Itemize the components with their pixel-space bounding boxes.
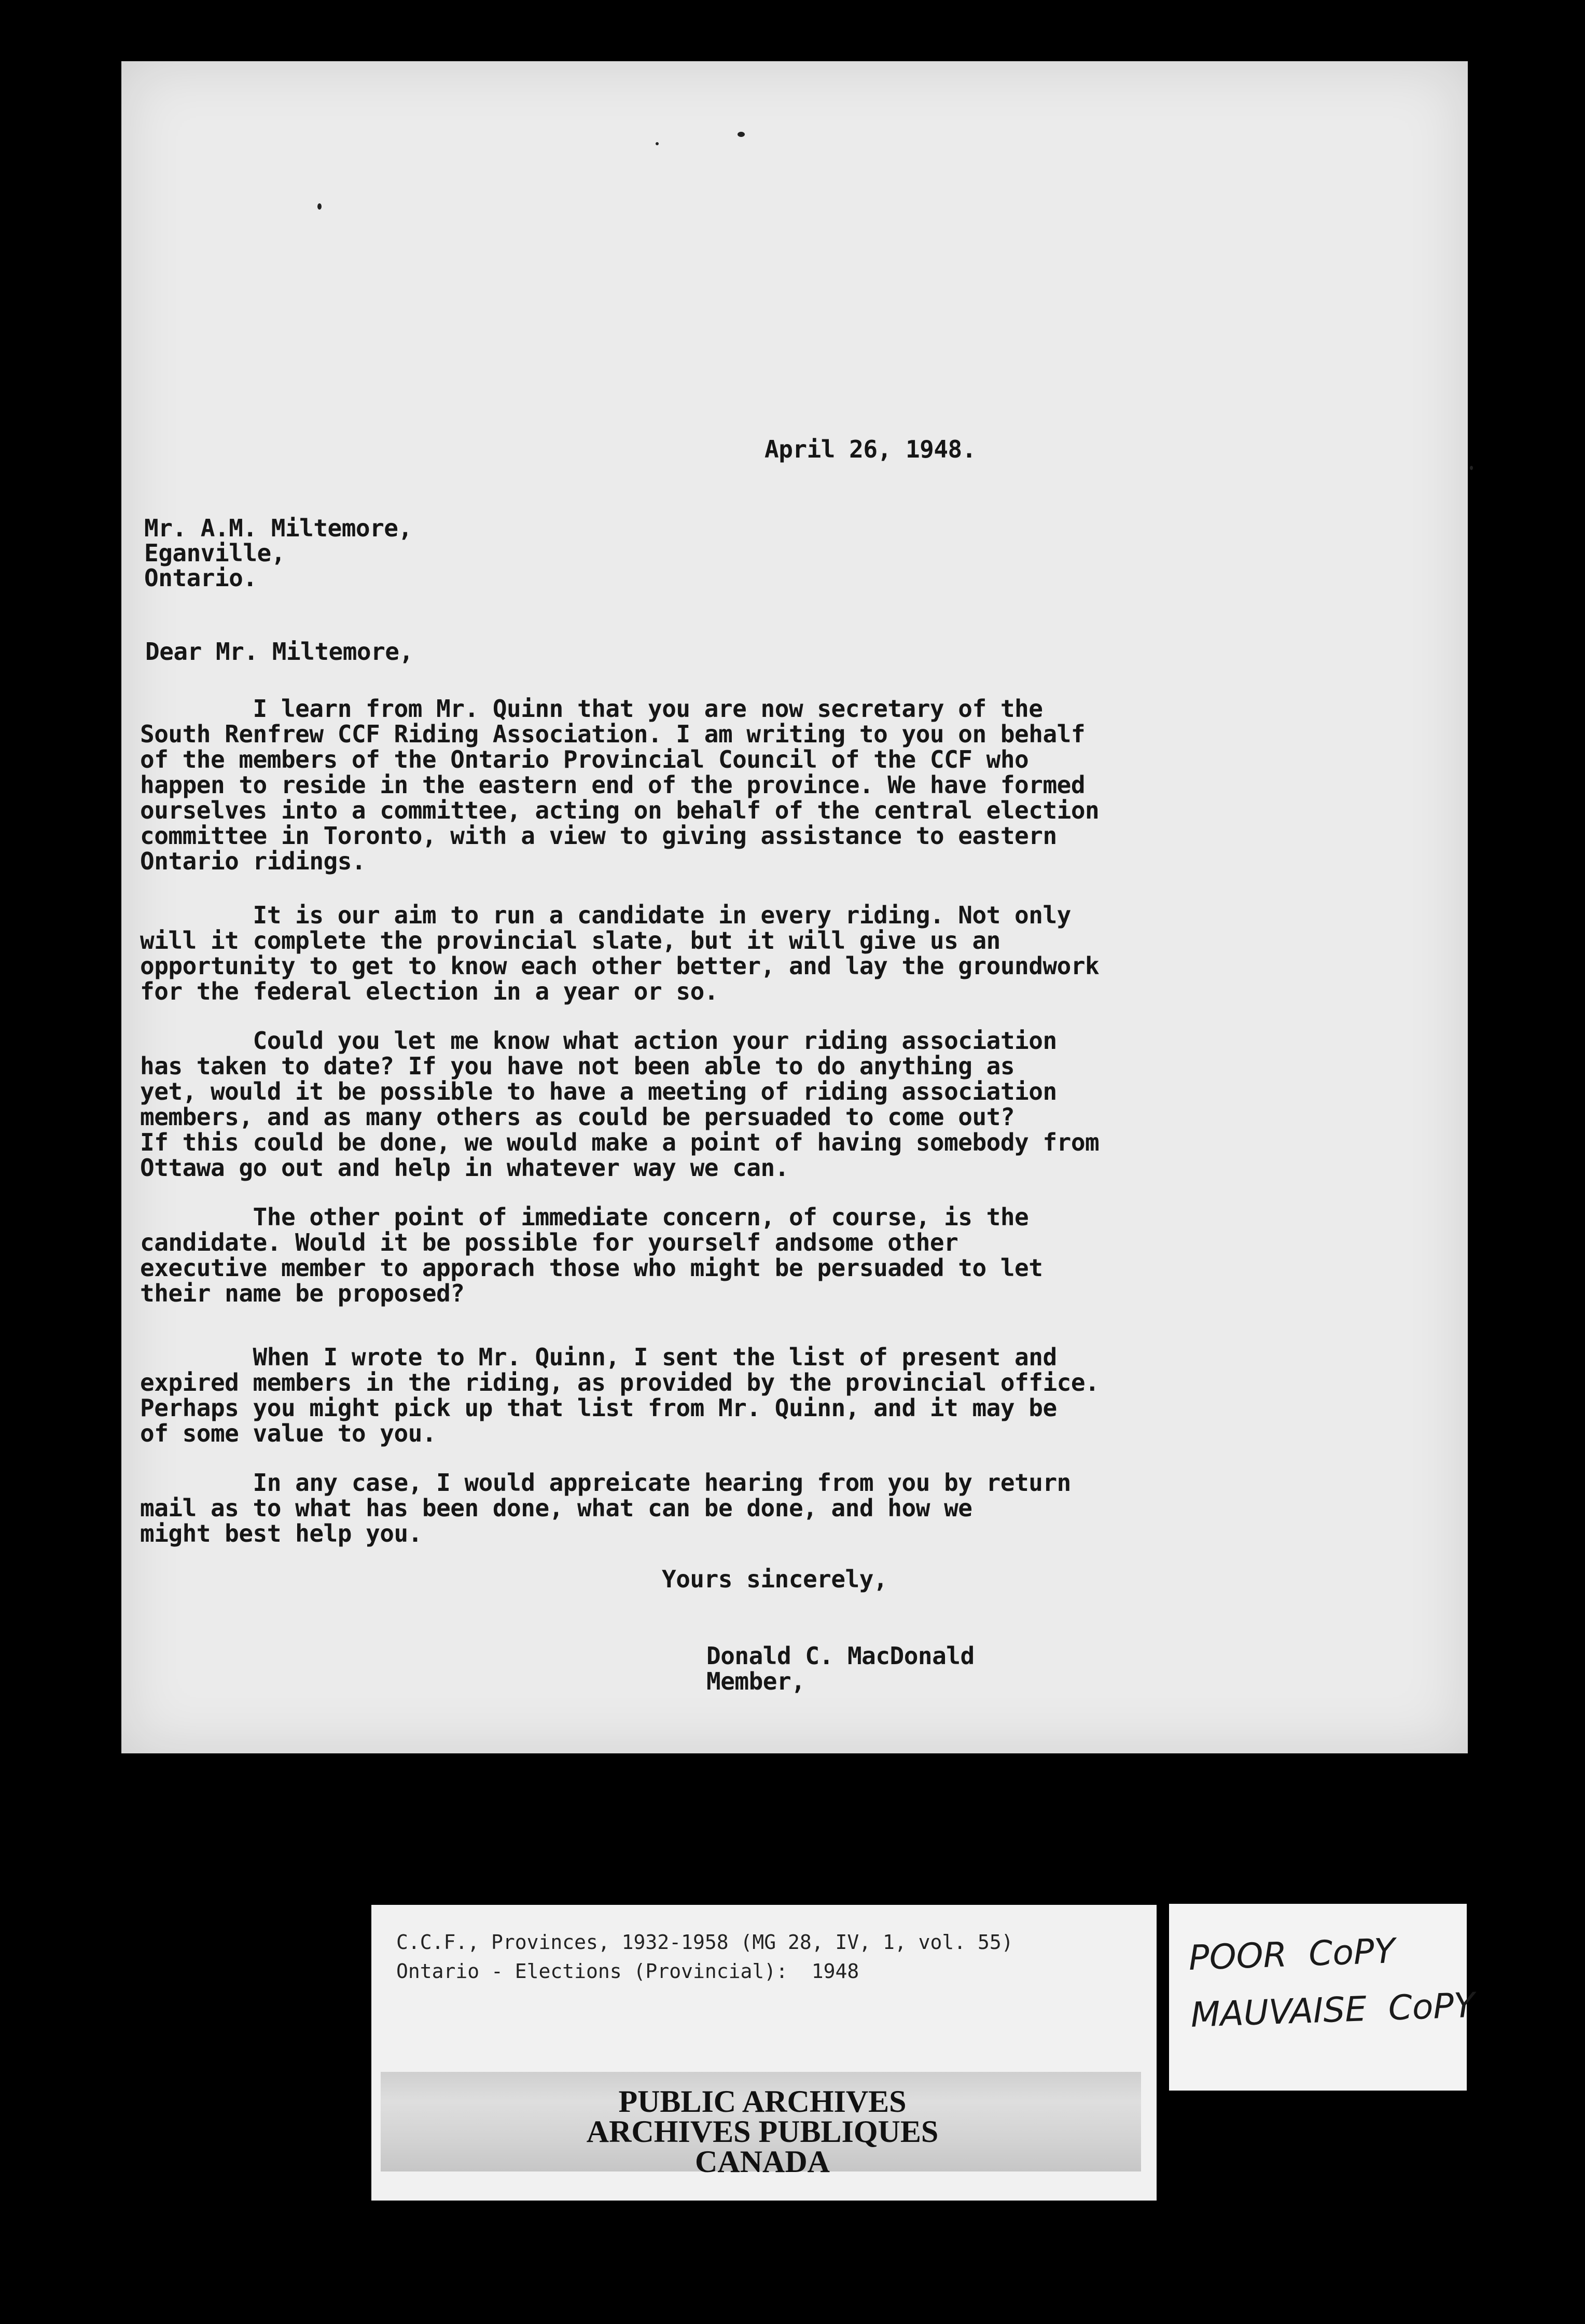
text-line: candidate. Would it be possible for yourself andsome other: [140, 1228, 958, 1256]
text-line: Ontario ridings.: [140, 847, 366, 875]
signatory-name: Donald C. MacDonald: [706, 1642, 975, 1670]
body-paragraph: [140, 1205, 1042, 1306]
speck: [1470, 466, 1473, 470]
text-line: expired members in the riding, as provided by the provincial office.: [140, 1368, 1100, 1396]
text-line: If this could be done, we would make a point of having somebody from: [140, 1128, 1100, 1156]
text-line: The other point of immediate concern, of course, is the: [140, 1203, 1029, 1231]
text-line: When I wrote to Mr. Quinn, I sent the list of present and: [140, 1343, 1057, 1371]
text-line: happen to reside in the eastern end of the province. We have formed: [140, 771, 1086, 799]
signature-block: [706, 1643, 975, 1694]
speck: [317, 203, 322, 210]
letter-date: April 26, 1948.: [764, 435, 976, 463]
speck: [738, 132, 745, 137]
text-line: executive member to apporach those who might be persuaded to let: [140, 1254, 1043, 1282]
body-paragraph: [140, 903, 1099, 1004]
reference-line: C.C.F., Provinces, 1932-1958 (MG 28, IV, 1, vol. 55): [396, 1931, 1013, 1954]
signatory-title: Member,: [706, 1667, 805, 1695]
text-line: members, and as many others as could be persuaded to come out?: [140, 1103, 1015, 1131]
reference-line: Ontario - Elections (Provincial): 1948: [396, 1960, 859, 1983]
note-line-english: POOR CoPY: [1188, 1931, 1396, 1978]
text-line: It is our aim to run a candidate in every riding. Not only: [140, 901, 1071, 929]
text-line: opportunity to get to know each other better, and lay the groundwork: [140, 952, 1100, 980]
text-line: I learn from Mr. Quinn that you are now secretary of the: [140, 695, 1043, 723]
text-line: committee in Toronto, with a view to giving assistance to eastern: [140, 822, 1057, 850]
text-line: their name be proposed?: [140, 1279, 465, 1307]
text-line: In any case, I would appreicate hearing from you by return: [140, 1469, 1071, 1497]
recipient-town: Eganville,: [144, 539, 285, 567]
text-line: ourselves into a committee, acting on behalf of the central election: [140, 796, 1100, 824]
salutation: Dear Mr. Miltemore,: [145, 638, 413, 666]
recipient-province: Ontario.: [144, 564, 257, 592]
recipient-name: Mr. A.M. Miltemore,: [144, 514, 412, 542]
handwritten-note: [1188, 1920, 1476, 2044]
body-paragraph: [140, 1470, 1071, 1546]
text-line: will it complete the provincial slate, but it will give us an: [140, 926, 1000, 955]
note-line-french: MAUVAISE CoPY: [1190, 1985, 1476, 2035]
speck: [656, 142, 659, 145]
text-line: Could you let me know what action your riding association: [140, 1027, 1057, 1055]
stamp-line: PUBLIC ARCHIVES: [618, 2084, 907, 2119]
text-line: mail as to what has been done, what can be done, and how we: [140, 1494, 972, 1522]
text-line: South Renfrew CCF Riding Association. I am writing to you on behalf: [140, 720, 1086, 748]
archive-reference-card: [371, 1905, 1157, 2201]
body-paragraph: [140, 1345, 1099, 1446]
text-line: yet, would it be possible to have a meeting of riding association: [140, 1077, 1057, 1105]
archives-stamp: [550, 2086, 975, 2177]
text-line: of some value to you.: [140, 1419, 437, 1447]
stamp-line: ARCHIVES PUBLIQUES: [586, 2114, 939, 2149]
text-line: of the members of the Ontario Provincial Council of the CCF who: [140, 745, 1029, 773]
text-line: Perhaps you might pick up that list from Mr. Quinn, and it may be: [140, 1394, 1057, 1422]
text-line: might best help you.: [140, 1519, 422, 1547]
text-line: Ottawa go out and help in whatever way we can.: [140, 1154, 789, 1182]
text-line: has taken to date? If you have not been able to do anything as: [140, 1052, 1015, 1080]
poor-copy-note: [1169, 1904, 1476, 2091]
stamp-line: CANADA: [695, 2145, 830, 2179]
recipient-address: [144, 516, 412, 590]
archive-reference-text: [396, 1928, 1013, 1986]
body-paragraph: [140, 696, 1099, 874]
body-paragraph: [140, 1028, 1099, 1181]
text-line: for the federal election in a year or so.: [140, 977, 718, 1005]
closing: Yours sincerely,: [662, 1565, 888, 1593]
